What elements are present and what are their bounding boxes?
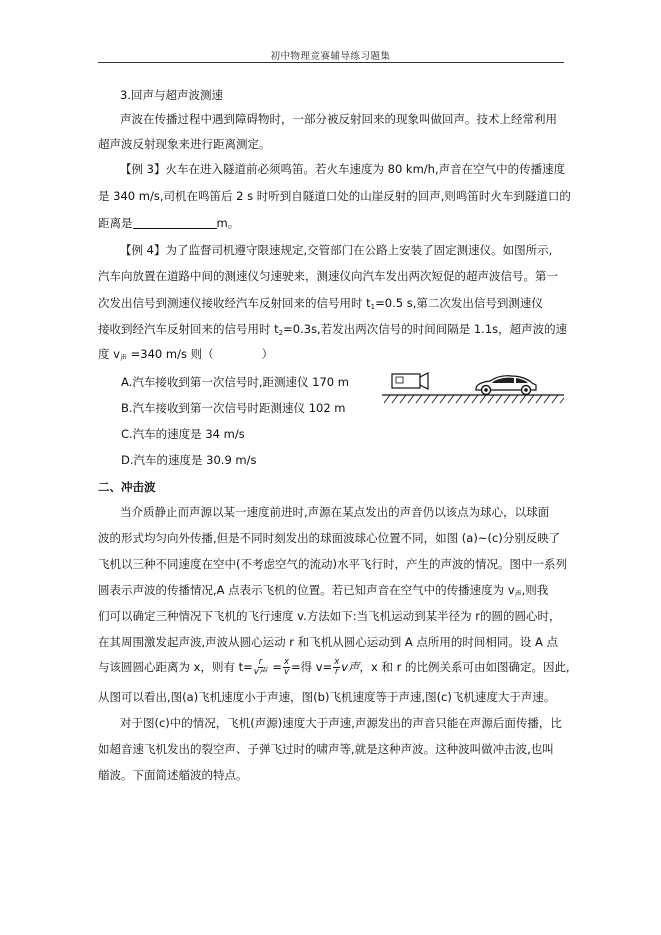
- speed-camera-icon: [392, 373, 428, 389]
- example-3-line: 距离是 m。: [98, 216, 240, 230]
- shockwave-paragraph-line: 圆表示声波的传播情况,A 点表示飞机的位置。若已知声音在空气中的传播速度为 $v_声$,则我: [98, 583, 549, 598]
- shockwave-paragraph-line: 从图可以看出,图(a)飞机速度小于声速，图(b)飞机速度等于声速,图(c)飞机速度大于声速。: [98, 690, 556, 704]
- example-3-line: 【例 3】火车在进入隧道前必须鸣笛。若火车速度为 80 km/h,声音在空气中的传播速度: [120, 162, 566, 176]
- fraction-r-over-v-sound: $\frac{r}{\text{v声}}$: [253, 657, 268, 677]
- example-4-line: 接收到经汽车反射回来的信号用时 $t_2=0.3s$,若发出两次信号的时间间隔是 1.1s，超声波的速: [98, 322, 568, 337]
- option-a: A.汽车接收到第一次信号时,距测速仪 170 m: [121, 375, 349, 389]
- example-4-line: 度 $v_声 =340$ m/s 则（ ）: [98, 347, 274, 362]
- car-icon: [476, 376, 536, 395]
- example-3-line: 是 340 m/s,司机在鸣笛后 2 s 时听到自隧道口处的山崖反射的回声,则鸣笛时火车到隧道口的: [98, 189, 571, 203]
- shockwave-formula-line: 与该圆圆心距离为 x，则有 t= $\frac{r}{\text{v声}}$ = $\frac{x}{v}$ =得 v= $\frac{x}{r}$ v声，x 和 r 的比例关系可由如图确定。因此,: [98, 657, 570, 677]
- example-4-line: 次发出信号到测速仪接收经汽车反射回来的信号用时 $t_1=0.5$ s,第二次发出信号到测速仪: [98, 296, 543, 311]
- road-ground: [382, 395, 564, 403]
- option-c: C.汽车的速度是 34 m/s: [121, 427, 245, 441]
- example-3-tag: 【例 3】: [120, 162, 166, 176]
- page-header-title: 初中物理竞赛辅导练习题集: [270, 51, 391, 62]
- option-b: B.汽车接收到第一次信号时距测速仪 102 m: [121, 401, 346, 415]
- echo-paragraph-line: 超声波反射现象来进行距离测定。: [98, 137, 271, 151]
- last-paragraph-line: 如超音速飞机发出的裂空声、子弹飞过时的啸声等,就是这种声波。这种波叫做冲击波,也叫: [98, 742, 554, 756]
- option-d: D.汽车的速度是 30.9 m/s: [121, 453, 257, 467]
- example-4-tag: 【例 4】: [120, 243, 166, 257]
- section-2-title: 二、冲击波: [98, 480, 156, 494]
- header-rule: [98, 62, 564, 63]
- example-4-line: 汽车向放置在道路中间的测速仪匀速驶来，测速仪向汽车发出两次短促的超声波信号。第一: [98, 269, 558, 283]
- shockwave-paragraph-line: 飞机以三种不同速度在空中(不考虑空气的流动)水平飞行时，产生的声波的情况。图中一系列: [98, 557, 567, 571]
- last-paragraph-line: 艏波。下面简述艏波的特点。: [98, 768, 248, 782]
- shockwave-paragraph-line: 波的形式均匀向外传播,但是不同时刻发出的球面波球心位置不同，如图 (a)~(c)分别反映了: [98, 531, 561, 545]
- shockwave-paragraph-line: 在其周围激发起声波,声波从圆心运动 r 和飞机从圆心运动到 A 点所用的时间相同。设 A 点: [98, 635, 559, 649]
- fraction-x-over-r: $\frac{x}{r}$: [334, 657, 340, 677]
- shockwave-paragraph-line: 们可以确定三种情况下飞机的飞行速度 v.方法如下:当飞机运动到某半径为 r的圆的圆心时，: [98, 609, 561, 623]
- section-3-title: 3.回声与超声波测速: [120, 88, 223, 102]
- speed-camera-figure: [380, 365, 566, 407]
- fraction-x-over-v: $\frac{x}{v}$: [283, 657, 289, 677]
- answer-blank: [133, 217, 217, 229]
- echo-paragraph-line: 声波在传播过程中遇到障碍物时，一部分被反射回来的现象叫做回声。技术上经常利用: [120, 112, 557, 126]
- shockwave-paragraph-line: 当介质静止而声源以某一速度前进时,声源在某点发出的声音仍以该点为球心，以球面: [120, 505, 550, 519]
- last-paragraph-line: 对于图(c)中的情况，飞机(声源)速度大于声速,声源发出的声音只能在声源后面传播，比: [120, 716, 562, 730]
- example-4-line: 【例 4】为了监督司机遵守限速规定,交管部门在公路上安装了固定测速仪。如图所示,: [120, 243, 553, 257]
